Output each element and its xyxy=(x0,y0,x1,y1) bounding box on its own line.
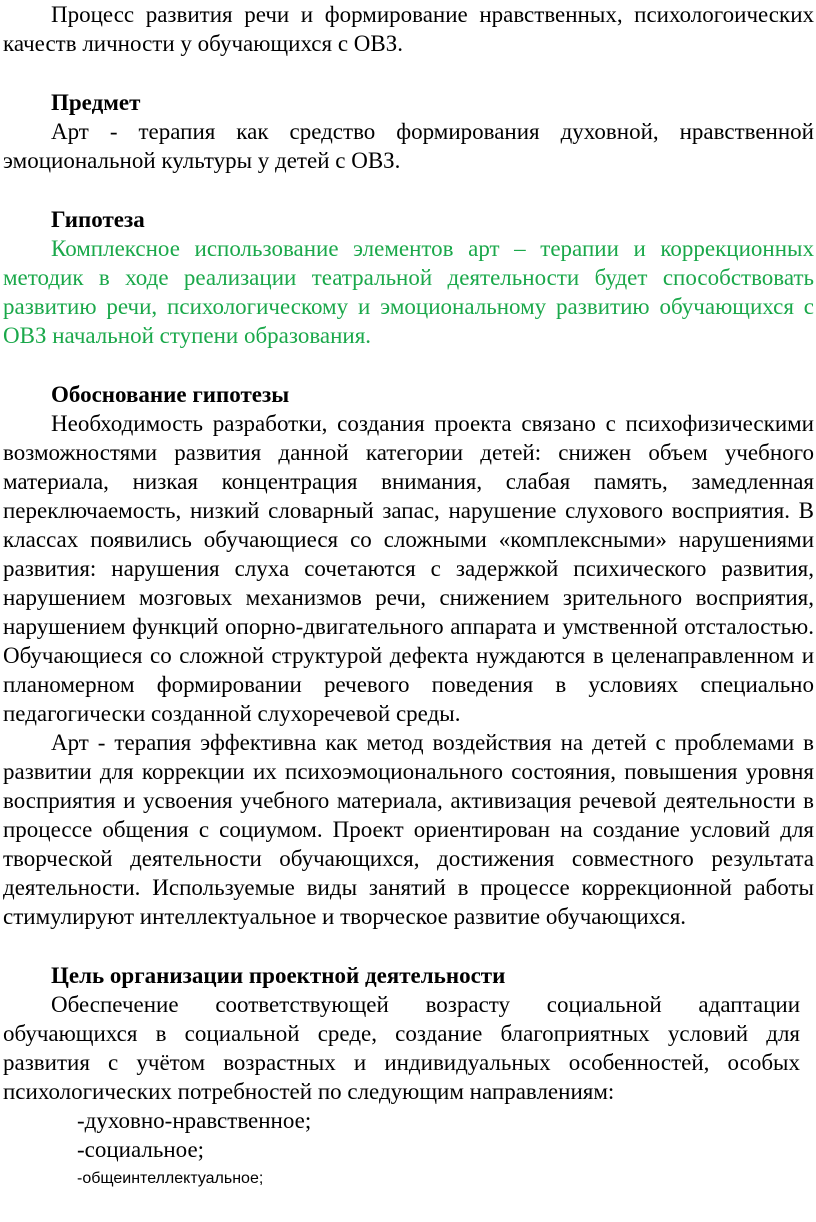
goal-direction-item: -духовно-нравственное; xyxy=(77,1108,312,1133)
document-page xyxy=(3,0,814,1193)
hypothesis-paragraph: Комплексное использование элементов арт – терапии и коррекционных методик в ходе реализации театральной деятельности будет способствовать развитию речи, психологическому и эмоциональному развитию обучающихся с ОВЗ начальной ступени образования. xyxy=(3,236,814,348)
spacer xyxy=(3,175,814,205)
rationale-paragraph-1: Необходимость разработки, создания проекта связано с психофизическими возможностями развития данной категории детей: снижен объем учебного материала, низкая концентрация внимания, слабая память, замедленная переключаемость, низкий словарный запас, нарушение слухового восприятия. В классах появились обучающиеся со сложными «комплексными» нарушениями развития: нарушения слуха сочетаются с задержкой психического развития, нарушением мозговых механизмов речи, снижением зрительного восприятия, нарушением функций опорно-двигательного аппарата и умственной отсталостью. Обучающиеся со сложной структурой дефекта нуждаются в целенаправленном и планомерном формировании речевого поведения в условиях специально педагогически созданной слухоречевой среды. xyxy=(3,411,814,726)
spacer xyxy=(3,58,814,88)
rationale-heading: Обоснование гипотезы xyxy=(51,382,290,407)
goal-direction-item: -общеинтеллектуальное; xyxy=(77,1170,264,1187)
spacer xyxy=(3,350,814,380)
goal-direction-item: -социальное; xyxy=(77,1137,205,1162)
goal-paragraph: Обеспечение соответствующей возрасту социальной адаптации обучающихся в социальной среде, создание благоприятных условий для развития с учётом возрастных и индивидуальных особенностей, особых психологических потребностей по следующим направлениям: xyxy=(3,992,800,1104)
subject-heading: Предмет xyxy=(51,90,141,115)
rationale-paragraph-2: Арт - терапия эффективна как метод воздействия на детей с проблемами в развитии для коррекции их психоэмоционального состояния, повышения уровня восприятия и усвоения учебного материала, активизация речевой деятельности в процессе общения с социумом. Проект ориентирован на создание условий для творческой деятельности обучающихся, достижения совместного результата деятельности. Используемые виды занятий в процессе коррекционной работы стимулируют интеллектуальное и творческое развитие обучающихся. xyxy=(3,730,814,929)
subject-paragraph: Арт - терапия как средство формирования духовной, нравственной эмоциональной культуры у детей с ОВЗ. xyxy=(3,119,814,173)
goal-heading: Цель организации проектной деятельности xyxy=(51,963,506,988)
hypothesis-heading: Гипотеза xyxy=(51,207,145,232)
intro-paragraph: Процесс развития речи и формирование нравственных, психологоических качеств личности у обучающихся с ОВЗ. xyxy=(3,2,814,56)
spacer xyxy=(3,931,814,961)
